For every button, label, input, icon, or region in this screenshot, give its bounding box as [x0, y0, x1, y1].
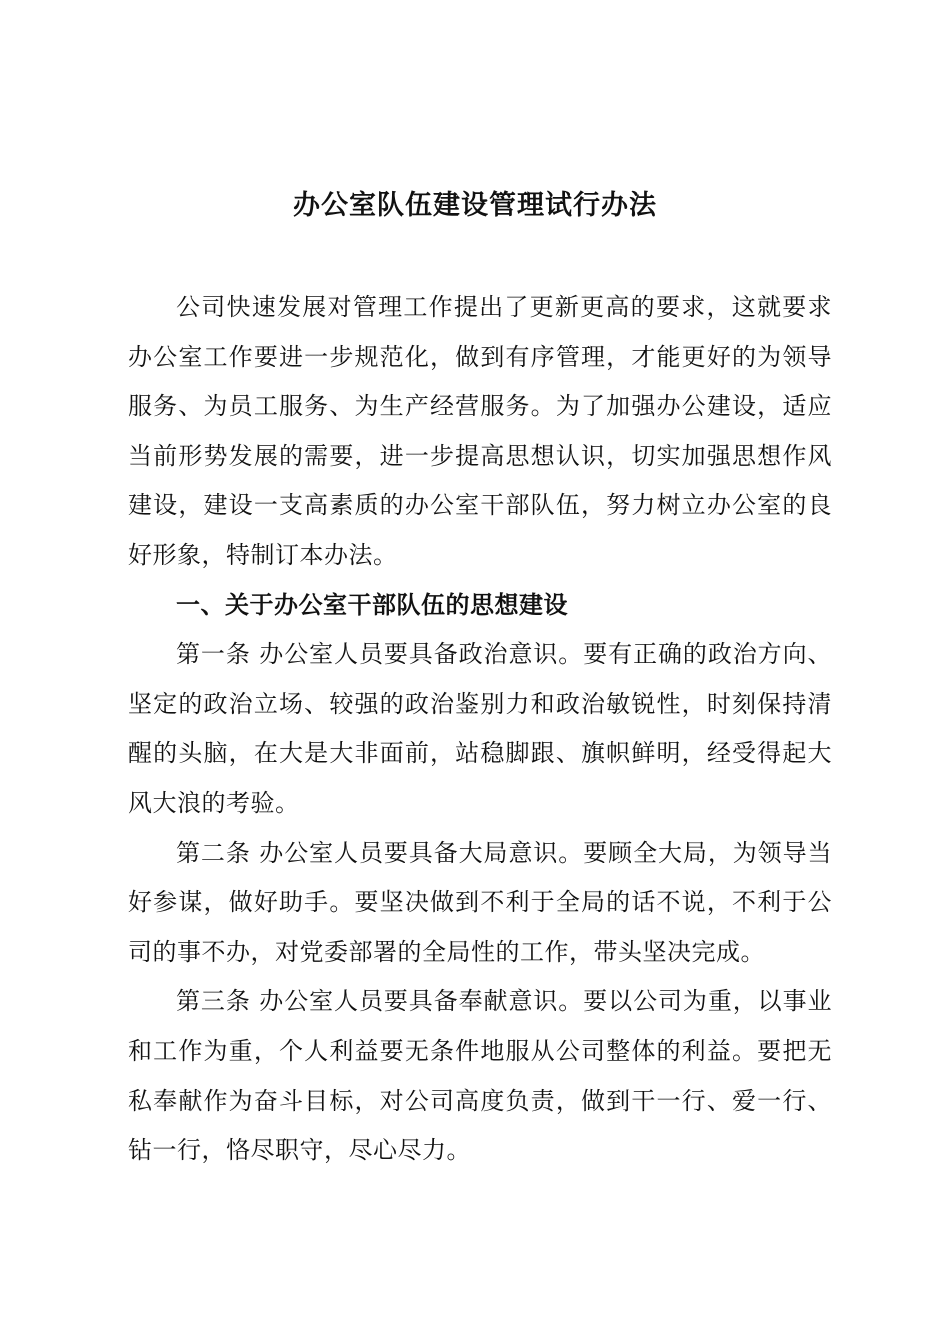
article-2-paragraph: 第二条 办公室人员要具备大局意识。要顾全大局，为领导当好参谋，做好助手。要坚决做到不利于全局的话不说，不利于公司的事不办，对党委部署的全局性的工作，带头坚决完成。: [128, 838, 832, 966]
intro-paragraph: 公司快速发展对管理工作提出了更新更高的要求，这就要求办公室工作要进一步规范化，做到有序管理，才能更好的为领导服务、为员工服务、为生产经营服务。为了加强办公建设，适应当前形势发展的需要，进一步提高思想认识，切实加强思想作风建设，建设一支高素质的办公室干部队伍，努力树立办公室的良好形象，特制订本办法。: [128, 293, 832, 569]
document-body: [128, 283, 832, 1176]
document-title: 办公室队伍建设管理试行办法: [293, 190, 657, 221]
article-3-paragraph: 第三条 办公室人员要具备奉献意识。要以公司为重，以事业和工作为重，个人利益要无条件地服从公司整体的利益。要把无私奉献作为奋斗目标，对公司高度负责，做到干一行、爱一行、钻一行，恪尽职守，尽心尽力。: [128, 987, 832, 1165]
article-1-paragraph: 第一条 办公室人员要具备政治意识。要有正确的政治方向、坚定的政治立场、较强的政治鉴别力和政治敏锐性，时刻保持清醒的头脑，在大是大非面前，站稳脚跟、旗帜鲜明，经受得起大风大浪的考验。: [128, 640, 832, 817]
section-heading-1: 一、关于办公室干部队伍的思想建设: [176, 590, 568, 619]
